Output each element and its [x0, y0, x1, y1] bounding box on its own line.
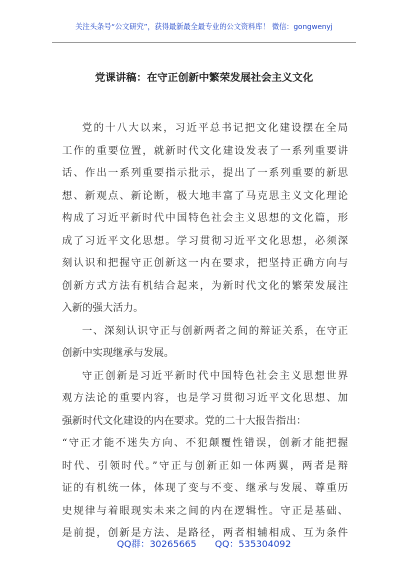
paragraph: [62, 366, 348, 546]
document-title: 党课讲稿：在守正创新中繁荣发展社会主义文化: [94, 72, 314, 84]
text-line: 守正创新是习近平新时代中国特色社会主义思想世界: [82, 370, 348, 382]
paragraph: [62, 118, 348, 321]
text-line: 话、作出一系列重要指示批示，提出了一系列重要的新思: [62, 168, 348, 179]
text-line: 工作的重要位置，就新时代文化建设发表了一系列重要讲: [62, 145, 348, 157]
paragraph: [62, 321, 348, 366]
text-line: 刻认识和把握守正创新这一内在要求，把坚持正确方向与: [62, 258, 348, 269]
text-line: 入新的强大活力。: [62, 303, 144, 314]
text-line: 构成了习近平新时代中国特色社会主义思想的文化篇，形: [62, 213, 348, 224]
text-line: 史规律与着眼现实未来之间的内在逻辑性。守正是基础、: [62, 505, 348, 517]
text-line: 一、深刻认识守正与创新两者之间的辩证关系，在守正: [82, 325, 348, 337]
header-note: 关注头条号“公文研究”，获得最新最全最专业的公文资料库！ 微信：gongwenyj: [75, 22, 333, 31]
text-line: 观方法论的重要内容，也是学习贯彻习近平文化思想、加: [62, 393, 348, 404]
footer-contact: QQ群：30265665 QQ：535304092: [116, 539, 292, 550]
text-line: 党的十八大以来，习近平总书记把文化建设摆在全局: [82, 123, 348, 134]
header-rule: [52, 42, 356, 43]
text-line: 想、新观点、新论断，极大地丰富了马克思主义文化理论: [62, 190, 348, 202]
text-line: 成了习近平文化思想。学习贯彻习近平文化思想，必须深: [62, 235, 348, 247]
text-line: 创新中实现继承与发展。: [62, 348, 175, 359]
text-line: 证的有机统一体，体现了变与不变、继承与发展、尊重历: [62, 483, 348, 494]
document-body: [62, 118, 348, 546]
text-line: “守正才能不迷失方向、不犯颠覆性错误，创新才能把握: [62, 438, 348, 449]
text-line: 强新时代文化建设的内在要求。党的二十大报告指出：: [62, 415, 307, 427]
text-line: 创新方式方法有机结合起来，为新时代文化的繁荣发展注: [62, 280, 348, 292]
text-line: 时代、引领时代。”守正与创新正如一体两翼，两者是辩: [62, 460, 348, 472]
text-line: 是前提，创新是方法、是路径，两者相辅相成、互为条件: [62, 528, 348, 539]
